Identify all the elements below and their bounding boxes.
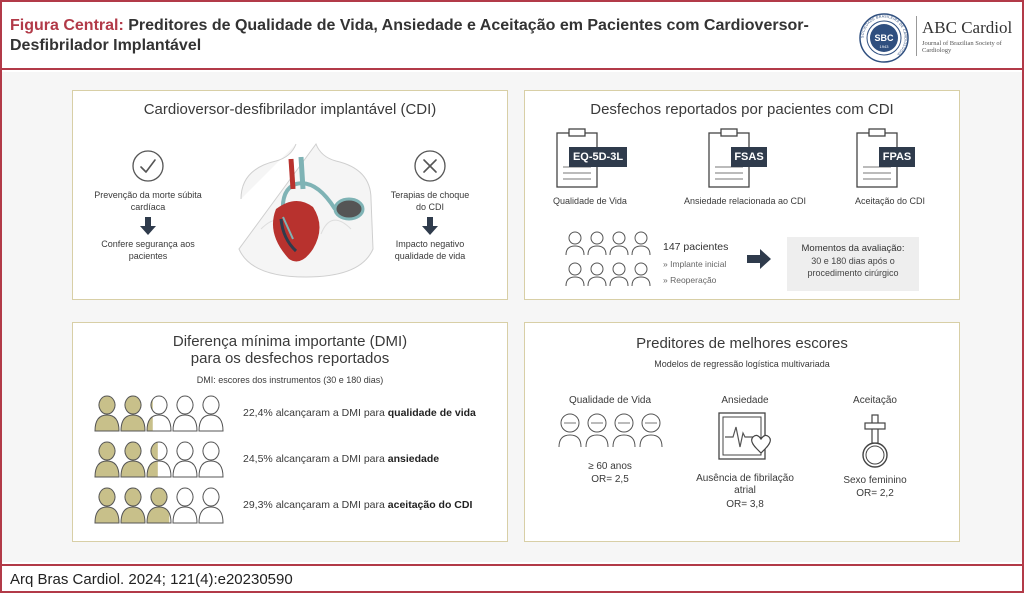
panel-dmi-title-line1: Diferença mínima importante (DMI) (172, 333, 408, 350)
journal-name: ABC Cardiol (922, 18, 1013, 37)
figure-label: Figura Central: (10, 17, 124, 34)
dmi-target: ansiedade (387, 453, 440, 465)
patients-count: 147 pacientes (663, 241, 729, 253)
person-figure (147, 442, 171, 477)
panel-predictors-subtitle: Modelos de regressão logística multivariada (654, 359, 830, 369)
instrument-tag-fsas: FSAS (731, 147, 767, 167)
predictor-anxiety-line1: Ausência de fibrilação atrial (696, 473, 794, 496)
citation: Arq Bras Cardiol. 2024; 121(4):e20230590 (10, 571, 293, 588)
dmi-desc: alcançaram a DMI para (275, 499, 385, 511)
person-figure (199, 396, 223, 431)
patients-group-icon (565, 229, 655, 289)
group-initial: » Implante inicial (663, 259, 727, 269)
svg-text:SBC: SBC (874, 33, 894, 43)
journal-subtitle: Journal of Brazilian Society of Cardiology (922, 40, 1002, 54)
dmi-target: qualidade de vida (387, 407, 476, 419)
predictor-acceptance-line2: OR= 2,2 (856, 488, 894, 499)
person-figure (121, 396, 145, 431)
arrow-right-icon (747, 249, 771, 269)
panel-outcomes-title: Desfechos reportados por pacientes com CDI (590, 101, 894, 118)
sbc-seal-logo (858, 12, 910, 64)
arrow-down-icon (422, 217, 438, 235)
dmi-pct: 29,3% (243, 499, 273, 511)
predictor-acceptance-line1: Sexo feminino (843, 475, 907, 486)
person-figure (147, 396, 171, 431)
person-figure (147, 488, 171, 523)
person-figure (95, 442, 119, 477)
person-figure (199, 488, 223, 523)
panel-dmi (72, 322, 508, 542)
dmi-people-icons (93, 393, 233, 433)
elderly-people-icon (557, 411, 667, 451)
panel-dmi-subtitle: DMI: escores dos instrumentos (30 e 180 dias) (196, 375, 384, 385)
infographic-canvas (2, 72, 1022, 562)
dmi-people-icons (93, 439, 233, 479)
dmi-row (93, 485, 493, 525)
person-figure (121, 488, 145, 523)
dmi-text (243, 453, 439, 465)
person-figure (173, 396, 197, 431)
cdi-left-top: Prevenção da morte súbita cardíaca (94, 190, 202, 212)
moments-text: 30 e 180 dias após o procedimento cirúrgico (807, 256, 899, 278)
cdi-right-bottom: Impacto negativo qualidade de vida (394, 239, 466, 261)
assessment-moments-box (787, 237, 919, 291)
predictor-anxiety-line2: OR= 3,8 (726, 499, 764, 510)
person-figure (95, 396, 119, 431)
torso-heart-illustration (221, 139, 391, 279)
ecg-heart-monitor-icon (717, 411, 777, 469)
dmi-people-icons (93, 485, 233, 525)
figure-title-text: Preditores de Qualidade de Vida, Ansiedade e Aceitação em Pacientes com Cardioversor-Desfibrilador Implantável (10, 17, 809, 54)
group-reoperation: » Reoperação (663, 275, 717, 285)
journal-logo (922, 18, 1022, 54)
instrument-label-anxiety: Ansiedade relacionada ao CDI (683, 196, 807, 206)
person-figure (173, 442, 197, 477)
person-figure (121, 442, 145, 477)
predictor-heading-anxiety: Ansiedade (721, 395, 769, 406)
panel-outcomes (524, 90, 960, 300)
figure-title (10, 16, 830, 56)
panel-cdi (72, 90, 508, 300)
panel-cdi-title: Cardioversor-desfibrilador implantável (CDI) (143, 101, 437, 118)
arrow-down-icon (140, 217, 156, 235)
dmi-text (243, 499, 472, 511)
predictor-heading-qol: Qualidade de Vida (568, 395, 652, 406)
dmi-pct: 22,4% (243, 407, 273, 419)
svg-text:SOCIEDADE BRASILEIRA DE CARDIO: SOCIEDADE BRASILEIRA DE CARDIOLOGIA (860, 14, 908, 57)
moments-title: Momentos da avaliação: (801, 243, 905, 254)
predictor-qol-line1: ≥ 60 anos (588, 461, 632, 472)
dmi-text (243, 407, 476, 419)
dmi-target: aceitação do CDI (387, 499, 473, 511)
person-figure (199, 442, 223, 477)
dmi-row (93, 439, 493, 479)
cdi-left-bottom: Confere segurança aos pacientes (101, 239, 195, 261)
panel-predictors-title: Preditores de melhores escores (636, 335, 848, 352)
person-figure (173, 488, 197, 523)
instrument-tag-fpas: FPAS (879, 147, 915, 167)
panel-dmi-title-line2: para os desfechos reportados (190, 350, 390, 367)
predictor-qol-line2: OR= 2,5 (591, 474, 629, 485)
footer (2, 564, 1022, 591)
dmi-pct: 24,5% (243, 453, 273, 465)
predictor-heading-acceptance: Aceitação (853, 395, 897, 406)
logo-separator (916, 16, 917, 56)
instrument-label-qol: Qualidade de Vida (553, 196, 627, 206)
panel-predictors (524, 322, 960, 542)
instrument-label-acceptance: Aceitação do CDI (854, 196, 926, 206)
dmi-row (93, 393, 493, 433)
x-circle-icon (413, 149, 447, 183)
instrument-tag-eq5d: EQ-5D-3L (569, 147, 627, 167)
dmi-desc: alcançaram a DMI para (275, 453, 385, 465)
dmi-desc: alcançaram a DMI para (275, 407, 385, 419)
header (2, 2, 1022, 70)
panel-dmi-title (73, 333, 507, 367)
check-circle-icon (131, 149, 165, 183)
person-figure (95, 488, 119, 523)
cdi-right-top: Terapias de choque do CDI (390, 190, 470, 212)
svg-text:1943: 1943 (879, 44, 889, 49)
female-symbol-icon (860, 411, 890, 477)
